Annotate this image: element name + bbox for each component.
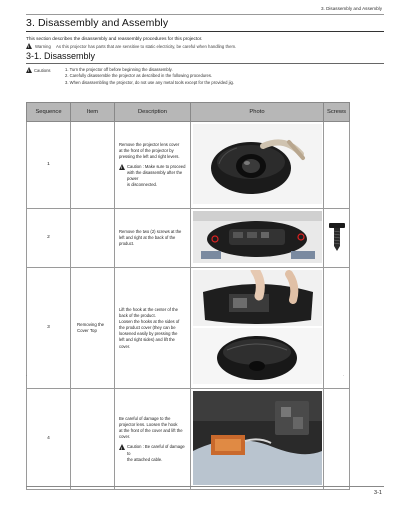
- table-row: [27, 209, 350, 268]
- table-row: [27, 268, 350, 389]
- table-header-row: [27, 103, 350, 122]
- header-screws: Screws: [324, 103, 350, 122]
- description-cell: [115, 209, 191, 268]
- table-row: [27, 389, 350, 490]
- header-description: Description: [115, 103, 191, 122]
- warning-note: [26, 43, 236, 49]
- cautions-label: Cautions: [34, 67, 51, 73]
- description-line: left and right sides) and lift the: [119, 337, 175, 343]
- description-cell: [115, 268, 191, 389]
- projector-back-photo: [193, 211, 322, 263]
- cautions-block: [26, 67, 234, 87]
- caution-note: [119, 444, 186, 462]
- photo-cell: [191, 209, 324, 268]
- description-line: loosened easily by pressing the: [119, 331, 178, 337]
- cover-lift-photo-top: [193, 270, 322, 326]
- item-cell: Removing the Cover Top: [71, 268, 115, 389]
- caution-icon: [119, 164, 125, 170]
- cable-photo: [193, 391, 322, 485]
- description-line: projector lens. Loosen the hook: [119, 422, 178, 428]
- photo-cell: [191, 389, 324, 490]
- screws-cell: [324, 389, 350, 490]
- description-line: Remove the projector lens cover: [119, 141, 180, 147]
- caution-item: 3. When disassembling the projector, do not use any metal tools except for the provided jig.: [65, 79, 234, 85]
- subtitle-divider: [26, 63, 384, 64]
- description-cell: [115, 389, 191, 490]
- description-line: the product cover (they can be: [119, 325, 176, 331]
- description-line: pressing the left and right levers.: [119, 153, 180, 159]
- caution-line: Caution : Make sure to proceed: [127, 164, 186, 169]
- page-title: 3. Disassembly and Assembly: [26, 17, 169, 29]
- caution-item: 1. Turn the projector off before beginning the disassembly.: [65, 67, 173, 72]
- caution-icon: [119, 444, 125, 450]
- caution-item: 2. Carefully disassemble the projector as described in the following procedures.: [65, 73, 213, 79]
- screws-cell: [324, 209, 350, 268]
- caution-line: with the disassembly after the power: [127, 170, 183, 182]
- photo-cell: [191, 268, 324, 389]
- description-line: Be careful of damage to the: [119, 416, 171, 422]
- caution-line: the attached cable.: [127, 456, 163, 462]
- warning-text: As this projector has parts that are sensitive to static electricity, be careful when handling them.: [56, 43, 237, 49]
- running-header: 3. Disassembly and Assembly: [320, 6, 382, 11]
- photo-cell: [191, 122, 324, 209]
- page-number: 3-1: [374, 490, 382, 496]
- description-line: Loosen the hooks at the sides of: [119, 319, 180, 325]
- header-sequence: Sequence: [27, 103, 71, 122]
- screws-cell: [324, 122, 350, 209]
- description-line: at the front of the cover and lift the: [119, 428, 183, 434]
- description-line: Remove the two (2) screws at the: [119, 229, 182, 234]
- sequence-number: 3: [27, 268, 71, 389]
- intro-text: This section describes the disassembly and reassembly procedures for this projector.: [26, 36, 203, 41]
- warning-label: Warning: [35, 43, 51, 49]
- item-cell: [71, 389, 115, 490]
- description-line: back of the product.: [119, 313, 156, 319]
- header-item: Item: [71, 103, 115, 122]
- scan-mark: ·: [26, 373, 28, 378]
- warning-icon: [26, 43, 32, 49]
- description-line: cover.: [119, 343, 131, 349]
- table-row: [27, 122, 350, 209]
- item-cell: [71, 209, 115, 268]
- description-line: left and right at the back of the: [119, 235, 176, 241]
- header-photo: Photo: [191, 103, 324, 122]
- caution-line: Caution : Be careful of damage to: [127, 444, 185, 456]
- cover-lift-photo-bottom: [193, 328, 322, 384]
- description-line: Lift the hook at the center of the: [119, 306, 178, 312]
- footer-divider: [26, 486, 384, 487]
- item-cell: [71, 122, 115, 209]
- title-divider: [26, 31, 384, 32]
- section-subtitle: 3-1. Disassembly: [26, 51, 96, 61]
- screws-cell: [324, 268, 350, 389]
- screw-icon: [325, 219, 349, 255]
- sequence-number: 4: [27, 389, 71, 490]
- disassembly-table: [26, 102, 350, 490]
- sequence-number: 2: [27, 209, 71, 268]
- caution-line: is disconnected.: [127, 182, 158, 188]
- scan-mark: ·: [343, 373, 345, 378]
- description-line: product.: [119, 241, 135, 247]
- caution-note: [119, 164, 186, 188]
- header-divider: [26, 14, 384, 15]
- caution-icon: [26, 67, 32, 73]
- description-line: at the front of the projector by: [119, 147, 174, 153]
- sequence-number: 1: [27, 122, 71, 209]
- description-cell: [115, 122, 191, 209]
- description-line: cover.: [119, 434, 131, 440]
- projector-front-photo: [193, 124, 322, 204]
